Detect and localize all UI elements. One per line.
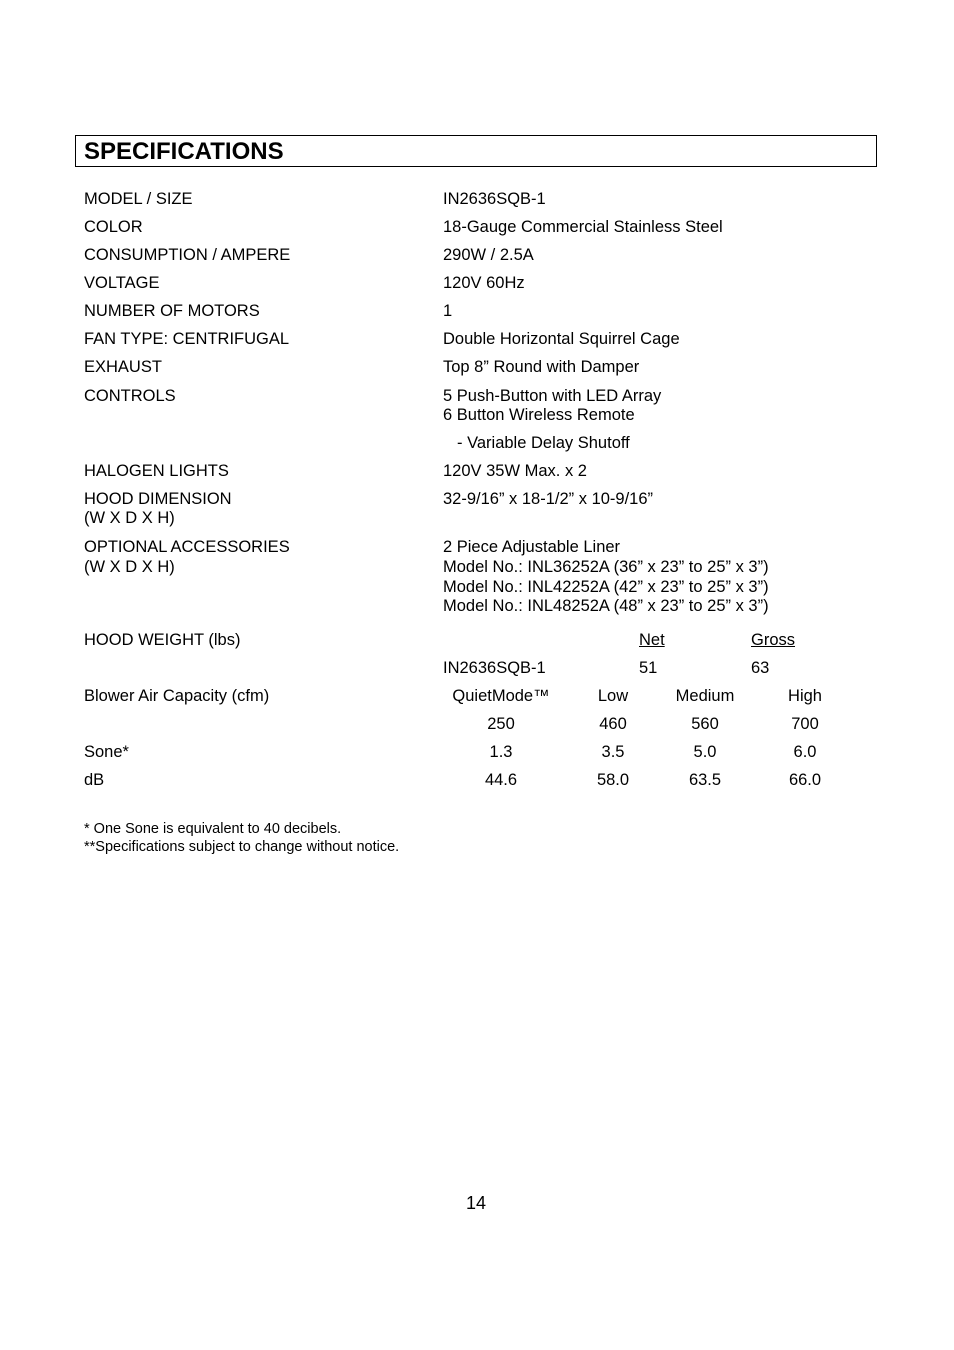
voltage-value: 120V 60Hz [443,274,525,292]
accessories-value-2: Model No.: INL36252A (36” x 23” to 25” x 3”) [443,558,769,576]
cfm-medium: 560 [691,715,719,733]
weight-net-value: 51 [639,659,658,677]
sone-quietmode: 1.3 [489,743,513,761]
title-box [75,135,877,167]
consumption-value: 290W / 2.5A [443,246,534,264]
db-medium: 63.5 [688,771,722,789]
controls-label: CONTROLS [84,387,176,405]
blower-header-high: High [788,687,822,705]
sone-high: 6.0 [793,743,817,761]
accessories-value-3: Model No.: INL42252A (42” x 23” to 25” x 3”) [443,578,769,596]
cfm-low: 460 [599,715,627,733]
weight-label: HOOD WEIGHT (lbs) [84,631,241,649]
accessories-label-1: OPTIONAL ACCESSORIES [84,538,290,556]
dimension-value: 32-9/16” x 18-1/2” x 10-9/16” [443,490,654,508]
controls-value-1: 5 Push-Button with LED Array [443,387,662,405]
color-label: COLOR [84,218,143,236]
sone-label: Sone* [84,743,129,761]
model-label: MODEL / SIZE [84,190,193,208]
dimension-label-1: HOOD DIMENSION [84,490,232,508]
dimension-label-2: (W X D X H) [84,509,175,527]
blower-header-quietmode: QuietMode™ [452,687,550,705]
halogen-value: 120V 35W Max. x 2 [443,462,587,480]
footnote-specs: **Specifications subject to change without notice. [84,839,400,855]
blower-header-low: Low [597,687,629,705]
weight-gross-value: 63 [751,659,770,677]
page-number: 14 [466,1193,487,1213]
db-quietmode: 44.6 [484,771,518,789]
exhaust-value: Top 8” Round with Damper [443,358,640,376]
blower-header-medium: Medium [675,687,735,705]
model-value: IN2636SQB-1 [443,190,546,208]
sone-medium: 5.0 [693,743,717,761]
footnote-sone: * One Sone is equivalent to 40 decibels. [84,821,342,837]
weight-model: IN2636SQB-1 [443,659,546,677]
page-title: SPECIFICATIONS [84,138,284,165]
controls-value-2: 6 Button Wireless Remote [443,406,635,424]
accessories-label-2: (W X D X H) [84,558,175,576]
db-high: 66.0 [788,771,822,789]
weight-gross-header: Gross [751,631,796,649]
cfm-quietmode: 250 [487,715,515,733]
consumption-label: CONSUMPTION / AMPERE [84,246,291,264]
blower-label: Blower Air Capacity (cfm) [84,687,270,705]
weight-net-header: Net [639,631,665,649]
fan-type-value: Double Horizontal Squirrel Cage [443,330,680,348]
motors-label: NUMBER OF MOTORS [84,302,260,320]
db-label: dB [84,771,105,789]
voltage-label: VOLTAGE [84,274,160,292]
controls-value-3: - Variable Delay Shutoff [457,434,630,452]
accessories-value-4: Model No.: INL48252A (48” x 23” to 25” x 3”) [443,597,769,615]
motors-value: 1 [443,302,453,320]
cfm-high: 700 [791,715,819,733]
db-low: 58.0 [596,771,630,789]
accessories-value-1: 2 Piece Adjustable Liner [443,538,621,556]
fan-type-label: FAN TYPE: CENTRIFUGAL [84,330,290,348]
exhaust-label: EXHAUST [84,358,162,376]
halogen-label: HALOGEN LIGHTS [84,462,229,480]
color-value: 18-Gauge Commercial Stainless Steel [443,218,723,236]
sone-low: 3.5 [601,743,625,761]
